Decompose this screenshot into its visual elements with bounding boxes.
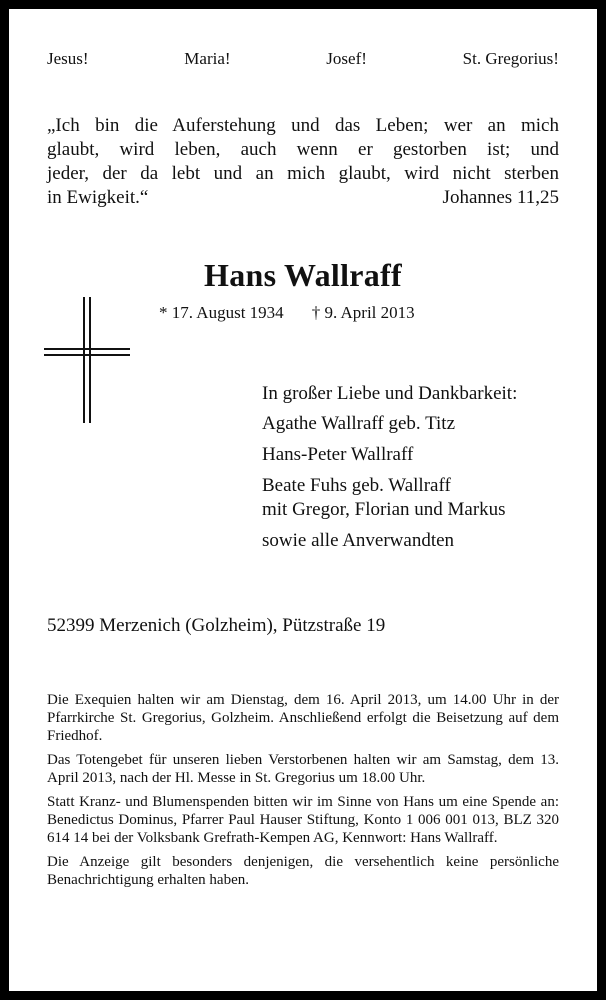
death-date: † 9. April 2013 [311, 303, 415, 322]
invocation-maria: Maria! [184, 49, 231, 68]
mourner-entry [262, 474, 567, 522]
invocation-gregorius: St. Gregorius! [462, 49, 559, 68]
verse-reference: Johannes 11,25 [442, 187, 559, 208]
note-paragraph: Statt Kranz- und Blumenspenden bitten wir im Sinne von Hans um eine Spende an: Benedictus Dominus, Pfarrer Paul Hauser Stiftung, Konto 1 006 001 013, BLZ 320 614 14 bei der Volksbank Grefrath-Kempen AG, Kennwort: Hans Wallraff. [47, 794, 559, 846]
note-paragraph: Die Exequien halten wir am Dienstag, dem 16. April 2013, um 14.00 Uhr in der Pfarrkirche St. Gregorius, Golzheim. Anschließend erfolgt die Beisetzung auf dem Friedhof. [47, 692, 559, 744]
life-dates [159, 303, 415, 323]
invocation-header [47, 49, 559, 69]
mourner-entry [262, 412, 567, 436]
bible-verse [47, 114, 559, 210]
obituary-card [9, 9, 597, 991]
mourners-lead: In großer Liebe und Dankbarkeit: [262, 383, 518, 404]
mourner-line: Beate Fuhs geb. Wallraff [262, 475, 451, 496]
mourner-line: sowie alle Anverwandten [262, 530, 455, 551]
verse-line: glaubt, wird leben, auch wenn er gestorben ist; und [47, 139, 559, 160]
note-paragraph: Das Totengebet für unseren lieben Verstorbenen halten wir am Samstag, dem 13. April 2013, nach der Hl. Messe in St. Gregorius um 18.00 Uhr. [47, 752, 559, 786]
verse-line: in Ewigkeit.“ [47, 187, 149, 208]
funeral-notes [47, 691, 559, 895]
mourner-line: Hans-Peter Wallraff [262, 444, 414, 465]
birth-date: * 17. August 1934 [159, 303, 284, 322]
mourner-entry [262, 529, 567, 553]
note-paragraph: Die Anzeige gilt besonders denjenigen, die versehentlich keine persönliche Benachrichtigung erhalten haben. [47, 854, 559, 888]
cross-icon [44, 297, 130, 423]
mourner-line: mit Gregor, Florian und Markus [262, 499, 506, 520]
mourners-list [262, 383, 567, 560]
invocation-josef: Josef! [326, 49, 367, 68]
verse-line: „Ich bin die Auferstehung und das Leben; wer an mich [47, 115, 559, 136]
verse-last-line [47, 186, 559, 210]
mourner-line: Agathe Wallraff geb. Titz [262, 413, 456, 434]
invocation-jesus: Jesus! [47, 49, 89, 68]
deceased-name: Hans Wallraff [204, 257, 402, 293]
mourner-entry [262, 443, 567, 467]
verse-line: jeder, der da lebt und an mich glaubt, wird nicht sterben [47, 163, 559, 184]
family-address: 52399 Merzenich (Golzheim), Pützstraße 19 [47, 615, 386, 636]
